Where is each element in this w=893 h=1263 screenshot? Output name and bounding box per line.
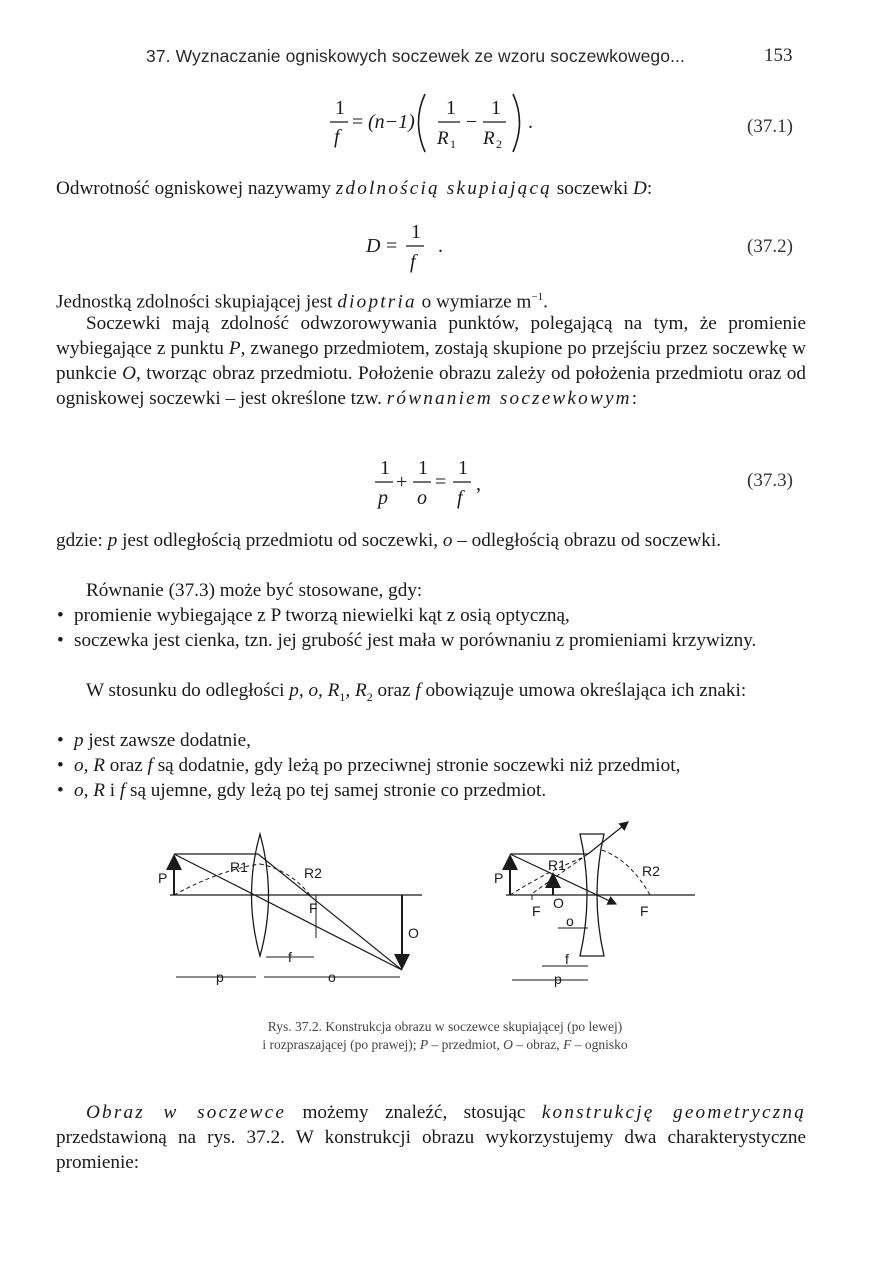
sign-rules-list (56, 728, 806, 803)
eq2-numerator: 1 (411, 221, 421, 243)
eq3-equals: = (435, 471, 447, 493)
label-o-left: o (328, 969, 336, 985)
eq1-f: f (334, 126, 340, 148)
eq3-f: f (457, 487, 463, 509)
term-dioptria: dioptria (337, 291, 417, 313)
paragraph-geometric-construction: Obraz w soczewce możemy znaleźć, stosując konstrukcję geometryczną przedstawioną na rys. 37.2. W konstrukcji obrazu wykorzystujemy dwa charakterystyczne promienie: (56, 1102, 806, 1173)
term-konstrukcja-geometryczna: konstrukcję geometryczną (541, 1102, 806, 1123)
label-P-left: P (158, 870, 168, 886)
eq1-r1-sub: 1 (450, 137, 456, 151)
label-R1-left: R1 (230, 859, 248, 875)
paragraph-conditions: Równanie (37.3) może być stosowane, gdy: (86, 580, 423, 601)
eq1-n-minus-1: (n−1) (368, 111, 415, 133)
equation-37-3 (372, 446, 522, 512)
eq1-period: . (528, 111, 533, 133)
label-O-left: O (408, 925, 419, 941)
eq2-D: D (366, 235, 381, 257)
radius-r1-right (510, 858, 582, 895)
label-O-right: O (553, 895, 564, 911)
converging-lens-diagram (158, 834, 422, 985)
label-R1-right: R1 (548, 857, 566, 873)
eq2-period: . (438, 235, 443, 257)
label-f-left: f (288, 949, 292, 965)
list-item: • o, R i f są ujemne, gdy leżą po tej samej stronie co przedmiot. (56, 778, 806, 803)
eq3-plus: + (396, 471, 408, 493)
equation-label-37-1: (37.1) (747, 116, 793, 137)
paragraph-definitions: gdzie: p jest odległością przedmiotu od soczewki, o – odległością obrazu od soczewki. (56, 530, 721, 551)
list-item: • promienie wybiegające z P tworzą niewielki kąt z osią optyczną, (56, 603, 806, 628)
label-R2-right: R2 (642, 863, 660, 879)
eq3-p: p (378, 487, 388, 509)
list-item: • p jest zawsze dodatnie, (56, 728, 806, 753)
eq3-num2: 1 (418, 457, 428, 479)
equation-label-37-3: (37.3) (747, 470, 793, 491)
refracted-ray (258, 854, 402, 970)
term-obraz-w-soczewce: Obraz w soczewce (86, 1102, 287, 1123)
label-F-right: F (640, 903, 649, 919)
label-F-right-left: F (532, 903, 541, 919)
paragraph-dioptria: Jednostką zdolności skupiającej jest dioptria o wymiarze $m^{-1}$. (56, 291, 548, 313)
label-R2-left: R2 (304, 865, 322, 881)
label-p-left: p (216, 969, 224, 985)
label-F-left: F (309, 900, 318, 916)
eq2-equals: = (386, 235, 398, 257)
eq1-numerator: 1 (335, 97, 345, 119)
conditions-list (56, 603, 806, 653)
paragraph-lens-imaging: Soczewki mają zdolność odwzorowywania punktów, polegającą na tym, że promienie wybiegające z punktu P, zwanego przedmiotem, zostają skupione po przejściu przez soczewkę w punkcie O, tworząc obraz przedmiotu. Położenie obrazu zależy od położenia przedmiotu oraz od ogniskowej soczewki – jest określone tzw. równaniem soczewkowym: (56, 313, 806, 409)
eq1-minus: − (466, 111, 478, 133)
term-zdolnosc-skupiajaca: zdolnością skupiającą (335, 178, 552, 199)
eq3-num1: 1 (380, 457, 390, 479)
page-number: 153 (764, 45, 793, 66)
eq1-r1: R (437, 128, 449, 149)
running-header: 37. Wyznaczanie ogniskowych soczewek ze wzoru soczewkowego... (146, 46, 685, 66)
equation-37-2 (360, 210, 480, 274)
eq1-num1: 1 (446, 97, 456, 119)
paragraph-focusing-power: Odwrotność ogniskowej nazywamy zdolnością skupiającą soczewki D: (56, 178, 653, 199)
equation-label-37-2: (37.2) (747, 236, 793, 257)
eq3-o: o (417, 487, 427, 509)
eq1-num2: 1 (491, 97, 501, 119)
eq1-right-paren (513, 94, 520, 152)
eq1-r2-sub: 2 (496, 137, 502, 151)
eq1-equals: = (352, 111, 364, 133)
eq2-f: f (410, 251, 416, 273)
paragraph-sign-convention: W stosunku do odległości p, o, $R_1$, $R_2$ oraz f obowiązuje umowa określająca ich znaki: (86, 680, 747, 704)
figure-37-2 (150, 820, 710, 1010)
label-P-right: P (494, 870, 504, 886)
label-o-right: o (566, 913, 574, 929)
eq1-r2: R (483, 128, 495, 149)
term-rownanie-soczewkowe: równaniem soczewkowym (386, 388, 632, 409)
list-item: • soczewka jest cienka, tzn. jej grubość jest mała w porównaniu z promieniami krzywizny. (56, 628, 806, 653)
list-item: • o, R oraz f są dodatnie, gdy leżą po przeciwnej stronie soczewki niż przedmiot, (56, 753, 806, 778)
equation-37-1 (300, 86, 560, 166)
label-p-right: p (554, 971, 562, 987)
eq3-num3: 1 (458, 457, 468, 479)
diverged-ray (588, 822, 628, 854)
figure-caption: Rys. 37.2. Konstrukcja obrazu w soczewce skupiającej (po lewej) i rozpraszającej (po prawej); P – przedmiot, O – obraz, F – ognisko (262, 1019, 628, 1052)
diverging-lens-diagram (494, 822, 695, 987)
label-f-right: f (565, 951, 569, 967)
eq3-comma: , (476, 473, 481, 495)
eq1-left-paren (419, 94, 426, 152)
